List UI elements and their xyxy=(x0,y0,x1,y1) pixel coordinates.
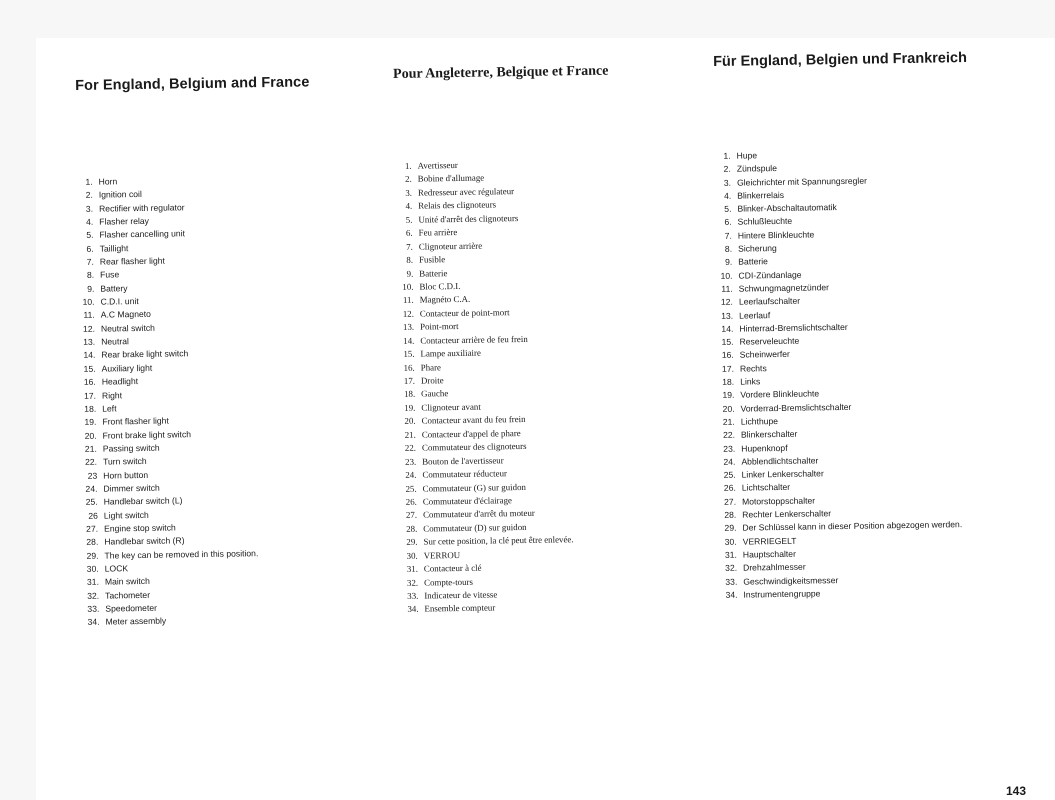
legend-item-label: Commutateur des clignoteurs xyxy=(421,441,527,453)
legend-item-label: Vorderrad-Bremslichtschalter xyxy=(740,401,852,414)
legend-item-number: 8. xyxy=(406,254,414,265)
legend-item-label: VERRIEGELT xyxy=(742,535,797,547)
english-heading: For England, Belgium and France xyxy=(75,74,310,94)
legend-item-number: 13. xyxy=(721,310,734,321)
legend-item-number: 8. xyxy=(724,243,733,254)
legend-item-label: Geschwindigkeitsmesser xyxy=(743,574,839,587)
legend-item-label: Sur cette position, la clé peut être enlevée. xyxy=(423,534,574,547)
legend-item-label: Links xyxy=(740,376,761,387)
legend-item-label: Blinker-Abschaltautomatik xyxy=(737,202,837,214)
legend-item-number: 19. xyxy=(722,390,735,401)
legend-item-number: 14. xyxy=(83,350,96,361)
legend-item-label: Linker Lenkerschalter xyxy=(741,468,824,480)
legend-item-label: Front brake light switch xyxy=(102,428,192,441)
german-heading: Für England, Belgien und Frankreich xyxy=(713,50,968,70)
legend-item-number: 21. xyxy=(84,443,97,454)
legend-item-number: 6. xyxy=(724,217,732,228)
legend-item-label: Gauche xyxy=(421,388,449,400)
legend-item-label: Rear brake light switch xyxy=(101,348,189,361)
legend-item-label: Contacteur à clé xyxy=(423,562,482,574)
legend-item-label: Commutateur réducteur xyxy=(422,468,508,480)
legend-item-label: Rechter Lenkerschalter xyxy=(742,508,832,520)
legend-item-label: LOCK xyxy=(104,563,129,574)
legend-item-label: Schlußleuchte xyxy=(737,216,793,228)
legend-item-number: 19. xyxy=(84,416,97,428)
legend-item-label: Rear flasher light xyxy=(99,255,165,267)
legend-item-label: Ensemble compteur xyxy=(424,602,496,615)
legend-item-number: 5. xyxy=(405,214,413,225)
legend-item-number: 11. xyxy=(83,310,95,321)
legend-item-number: 29. xyxy=(724,523,737,534)
legend-item-label: Clignoteur avant xyxy=(421,401,481,413)
legend-item-label: Hauptschalter xyxy=(742,548,796,560)
legend-item-number: 12. xyxy=(720,296,733,308)
legend-item-label: Hupe xyxy=(736,150,758,161)
legend-item-label: Compte-tours xyxy=(424,576,473,588)
legend-item-number: 25. xyxy=(85,496,98,508)
legend-item-number: 20. xyxy=(84,430,97,441)
legend-item-label: A.C Magneto xyxy=(100,309,151,321)
legend-item-number: 21. xyxy=(722,416,735,427)
legend-item-label: Blinkerrelais xyxy=(737,189,785,201)
legend-item-label: Flasher relay xyxy=(99,215,150,227)
legend-item-number: 16. xyxy=(721,350,734,361)
legend-item-label: Lichthupe xyxy=(740,415,779,427)
legend-item-number: 27. xyxy=(724,496,737,507)
legend-item-number: 17. xyxy=(721,363,735,374)
legend-item-number: 29. xyxy=(86,550,99,561)
legend-item-label: Blinkerschalter xyxy=(740,428,798,440)
legend-item-label: Magnéto C.A. xyxy=(419,294,471,305)
legend-item-number: 31. xyxy=(406,563,418,574)
legend-item-label: Fuse xyxy=(100,269,120,281)
legend-item-number: 1. xyxy=(404,160,412,171)
legend-item-label: Phare xyxy=(420,361,442,373)
french-heading: Pour Angleterre, Belgique et France xyxy=(393,63,609,82)
legend-item-number: 27. xyxy=(86,523,99,534)
legend-item-number: 2. xyxy=(405,174,412,185)
legend-item-number: 11. xyxy=(721,283,733,294)
french-legend-list xyxy=(394,157,616,617)
legend-item-label: Leerlauf xyxy=(739,309,771,321)
legend-item-number: 4. xyxy=(405,201,413,212)
legend-item-number: 34. xyxy=(407,604,419,615)
legend-item-number: 30. xyxy=(86,563,99,574)
legend-item-number: 31. xyxy=(86,576,99,588)
legend-item-number: 28. xyxy=(406,523,418,534)
legend-item-number: 17. xyxy=(403,375,416,386)
legend-item-label: Instrumentengruppe xyxy=(743,588,821,600)
legend-item-label: Abblendlichtschalter xyxy=(741,455,819,467)
legend-item-number: 34. xyxy=(87,617,100,628)
page-number: 143 xyxy=(1006,784,1027,798)
legend-item-number: 33. xyxy=(87,603,100,614)
legend-item-label: Redresseur avec régulateur xyxy=(417,185,515,198)
legend-item-number: 18. xyxy=(403,389,416,400)
legend-item-label: Lampe auxiliaire xyxy=(420,347,481,359)
legend-item-number: 22. xyxy=(722,429,736,441)
legend-item-label: Feu arrière xyxy=(418,227,458,238)
legend-item-label: Speedometer xyxy=(105,602,158,614)
legend-item-number: 28. xyxy=(724,509,737,520)
legend-item-number: 20. xyxy=(404,416,416,427)
legend-item-number: 18. xyxy=(722,376,735,387)
legend-item-label: Horn button xyxy=(103,469,149,481)
legend-item-number: 32. xyxy=(725,562,738,574)
legend-item-label: Engine stop switch xyxy=(104,522,176,534)
legend-item-label: Indicateur de vitesse xyxy=(424,589,498,601)
legend-item-number: 12. xyxy=(402,308,414,319)
legend-item-number: 5. xyxy=(86,230,94,241)
legend-item-label: Light switch xyxy=(103,509,149,521)
legend-item-label: Reserveleuchte xyxy=(739,335,800,347)
legend-item-label: Point-mort xyxy=(420,321,459,332)
legend-item-label: Rectifier with regulator xyxy=(98,201,185,214)
legend-item-number: 3. xyxy=(405,187,413,198)
legend-item-number: 15. xyxy=(83,363,96,374)
legend-item-label: Lichtschalter xyxy=(741,482,791,494)
legend-item-label: Main switch xyxy=(104,576,150,587)
english-legend-list xyxy=(77,172,318,629)
legend-item-number: 26. xyxy=(723,483,736,494)
legend-item-number: 17. xyxy=(83,390,97,401)
legend-item-number: 27. xyxy=(405,510,418,521)
legend-item-number: 34. xyxy=(725,589,738,600)
legend-item-label: Left xyxy=(102,403,117,414)
legend-item-number: 22. xyxy=(85,456,98,468)
legend-item-label: The key can be removed in this position. xyxy=(104,547,259,561)
legend-item-label: Unité d'arrêt des clignoteurs xyxy=(418,212,519,225)
legend-item-number: 14. xyxy=(403,335,415,346)
legend-item-label: Contacteur de point-mort xyxy=(419,307,510,319)
legend-item-number: 10. xyxy=(720,270,733,281)
legend-item-number: 24. xyxy=(85,483,98,494)
german-column xyxy=(713,50,975,602)
legend-item-label: Handlebar switch (R) xyxy=(104,535,185,547)
legend-item-number: 30. xyxy=(406,550,418,561)
legend-item-label: C.D.I. unit xyxy=(100,296,139,307)
legend-item-label: Commutateur (G) sur guidon xyxy=(422,481,526,494)
legend-item-label: Ignition coil xyxy=(98,189,142,200)
legend-item-label: Leerlaufschalter xyxy=(738,295,801,307)
legend-item-number: 14. xyxy=(721,323,734,334)
legend-item-number: 12. xyxy=(82,323,96,334)
legend-item-number: 10. xyxy=(82,296,95,308)
legend-item-label: Bouton de l'avertisseur xyxy=(422,454,504,467)
legend-item-label: Avertisseur xyxy=(417,159,458,171)
legend-item-number: 28. xyxy=(86,536,99,548)
legend-item-number: 15. xyxy=(721,336,734,348)
legend-item-number: 21. xyxy=(404,429,416,440)
legend-item-label: Neutral switch xyxy=(100,322,155,334)
legend-item-label: Right xyxy=(101,389,123,401)
legend-item-number: 4. xyxy=(723,190,732,201)
legend-item-label: Commutateur d'arrêt du moteur xyxy=(422,508,535,520)
legend-item-label: Der Schlüssel kann in dieser Position abgezogen werden. xyxy=(742,519,963,533)
legend-item-label: Bloc C.D.I. xyxy=(419,280,461,292)
legend-item-number: 22. xyxy=(404,442,417,454)
legend-item-number: 7. xyxy=(724,230,732,241)
legend-item-label: Handlebar switch (L) xyxy=(103,495,183,507)
legend-item-label: Hintere Blinkleuchte xyxy=(737,229,815,241)
legend-item-label: Motorstoppschalter xyxy=(741,495,816,507)
legend-item-label: Drehzahlmesser xyxy=(742,561,806,573)
legend-item-label: Sicherung xyxy=(737,243,777,254)
legend-item-number: 19. xyxy=(404,402,416,413)
legend-item-label: Flasher cancelling unit xyxy=(99,228,186,241)
legend-item-number: 9. xyxy=(725,257,733,268)
legend-item-label: Battery xyxy=(100,282,128,294)
legend-item-number: 32. xyxy=(406,577,419,588)
legend-item-number: 31. xyxy=(724,549,737,560)
legend-item-label: Batterie xyxy=(419,267,448,279)
legend-item-number: 33. xyxy=(407,590,419,601)
legend-item-number: 30. xyxy=(724,536,737,547)
legend-item-label: Fusible xyxy=(418,254,446,265)
legend-item-number: 1. xyxy=(85,176,93,187)
legend-item-number: 25. xyxy=(723,469,736,481)
legend-item-number: 2. xyxy=(723,164,731,175)
legend-item-label: Horn xyxy=(98,176,118,187)
legend-item-number: 13. xyxy=(83,336,96,348)
legend-item-number: 26. xyxy=(405,496,417,507)
legend-item-label: Front flasher light xyxy=(102,415,169,427)
legend-item-number: 16. xyxy=(403,362,415,373)
legend-item-label: Rechts xyxy=(739,362,767,374)
legend-item-number: 2. xyxy=(85,190,93,201)
legend-item-label: Vordere Blinkleuchte xyxy=(740,388,820,400)
legend-item-number: 4. xyxy=(86,216,94,227)
legend-item-number: 6. xyxy=(86,243,94,254)
legend-item-number: 18. xyxy=(84,403,97,414)
legend-item-label: Headlight xyxy=(101,376,139,387)
legend-item-label: Droite xyxy=(420,375,444,386)
legend-item-label: Hupenknopf xyxy=(741,442,788,454)
legend-item-number: 20. xyxy=(722,403,735,414)
legend-item-number: 23. xyxy=(723,443,736,454)
legend-item-label: Turn switch xyxy=(102,456,147,467)
legend-item-number: 3. xyxy=(723,177,732,188)
legend-item-number: 6. xyxy=(405,227,413,239)
legend-item-number: 3. xyxy=(85,203,94,214)
legend-item-label: CDI-Zündanlage xyxy=(738,269,802,281)
legend-item-label: Tachometer xyxy=(105,589,151,601)
legend-item-number: 26 xyxy=(88,510,98,521)
legend-item-number: 5. xyxy=(724,203,732,215)
legend-item-number: 9. xyxy=(87,283,95,294)
legend-item-number: 33. xyxy=(725,576,738,587)
legend-item-label: Bobine d'allumage xyxy=(417,173,485,185)
legend-item-label: Meter assembly xyxy=(105,615,167,627)
legend-item-label: Commutateur (D) sur guidon xyxy=(423,521,527,534)
legend-item-label: Scheinwerfer xyxy=(739,349,790,361)
legend-item-number: 16. xyxy=(83,376,96,388)
legend-item-number: 10. xyxy=(402,281,414,292)
legend-item-label: Schwungmagnetzünder xyxy=(738,282,830,294)
legend-item-number: 1. xyxy=(723,150,731,161)
legend-item-label: Contacteur arrière de feu frein xyxy=(420,333,528,346)
legend-item-number: 32. xyxy=(87,590,100,601)
legend-item-number: 24. xyxy=(405,469,417,480)
legend-item-number: 23. xyxy=(405,456,417,467)
legend-item-number: 13. xyxy=(402,321,415,333)
legend-item-label: Contacteur avant du feu frein xyxy=(421,414,526,426)
legend-item-label: Hinterrad-Bremslichtschalter xyxy=(739,321,848,334)
legend-item-label: Batterie xyxy=(738,256,768,268)
legend-item-label: Neutral xyxy=(101,336,129,347)
legend-item-label: Dimmer switch xyxy=(103,482,160,494)
legend-item-label: Passing switch xyxy=(102,442,160,454)
legend-item-number: 7. xyxy=(86,256,94,267)
legend-item-number: 15. xyxy=(403,348,415,359)
legend-item-number: 24. xyxy=(723,456,736,467)
legend-item-number: 29. xyxy=(406,536,418,548)
legend-item-number: 9. xyxy=(406,268,414,279)
legend-item-number: 23 xyxy=(87,470,98,481)
legend-item-label: Auxiliary light xyxy=(101,362,153,374)
german-legend-list xyxy=(715,146,976,602)
legend-item-number: 8. xyxy=(86,270,95,281)
legend-item-label: Contacteur d'appel de phare xyxy=(421,427,521,440)
english-column xyxy=(75,74,318,629)
legend-item-number: 25. xyxy=(405,483,417,494)
legend-item-number: 7. xyxy=(406,241,413,252)
french-column xyxy=(393,64,617,617)
legend-item-label: Clignoteur arrière xyxy=(418,240,483,252)
legend-item-label: Relais des clignoteurs xyxy=(418,199,497,211)
legend-item-label: Zündspule xyxy=(736,163,778,174)
legend-item-number: 11. xyxy=(402,295,414,306)
legend-item-label: Taillight xyxy=(99,242,129,254)
legend-item-label: Commutateur d'éclairage xyxy=(422,495,512,507)
legend-item-label: VERROU xyxy=(423,549,461,561)
legend-item-label: Gleichrichter mit Spannungsregler xyxy=(736,175,868,188)
